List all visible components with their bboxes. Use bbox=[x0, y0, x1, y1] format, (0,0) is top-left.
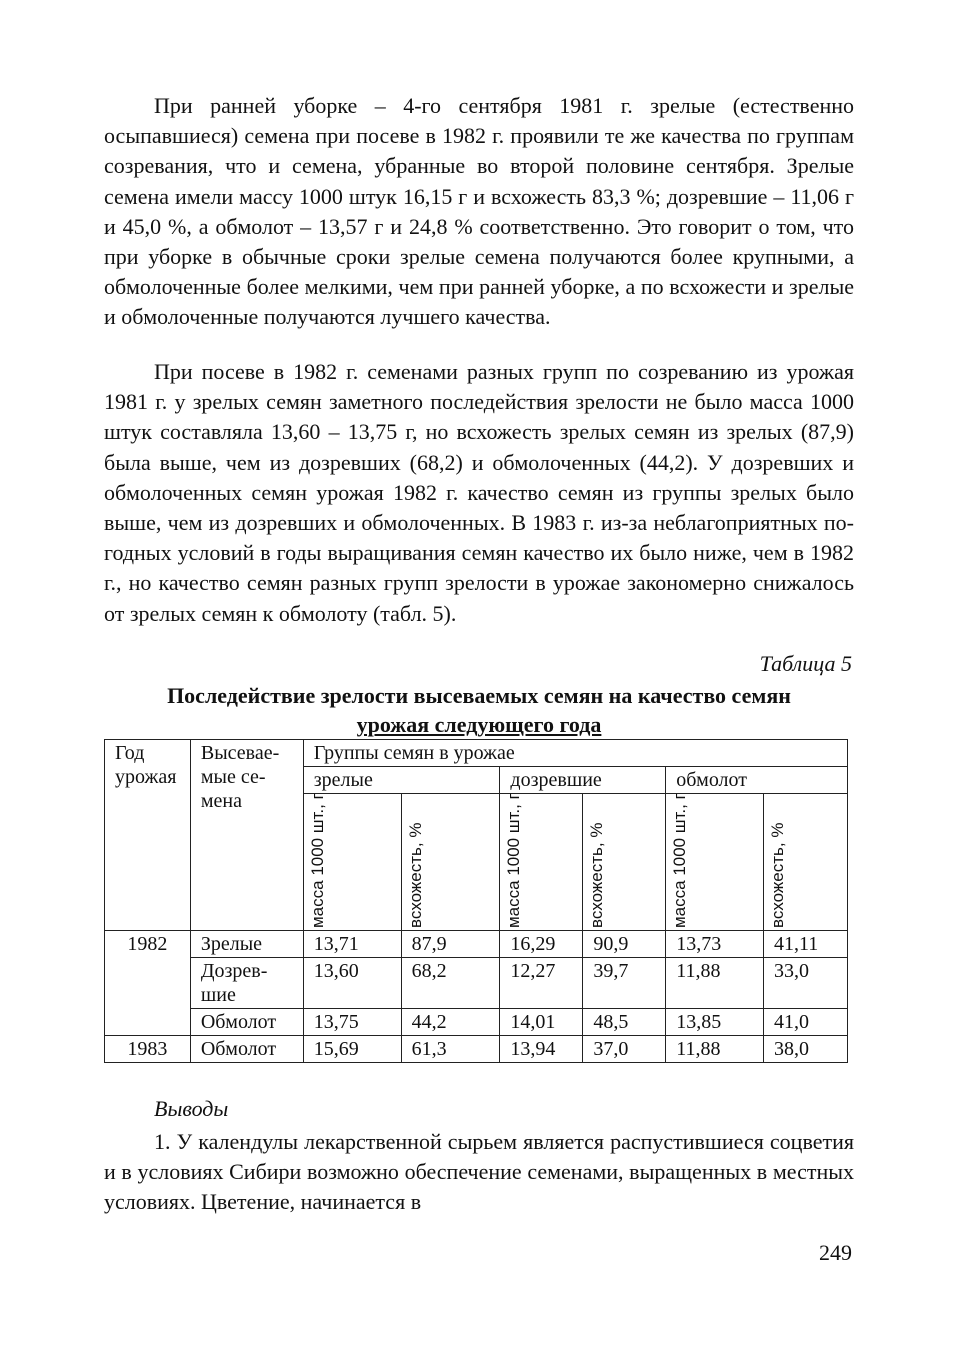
table-row bbox=[105, 958, 848, 1009]
value-cell: 87,9 bbox=[401, 931, 500, 958]
table-label: Таблица 5 bbox=[759, 651, 852, 676]
header-year: Год урожая bbox=[105, 740, 191, 931]
paragraph-2: При посеве в 1982 г. семенами разных групп по созреванию из урожая 1981 г. у зрелых семян заметного последействия зрелости не было масса 1000 штук составляла 13,60 – 13,75 г, но всхожесть зрелых семян из зрелых (87,9) была выше, чем из дозревших (68,2) и обмолоченных (44,2). У дозревших и обмолоченных семян урожая 1982 г. качество семян из группы зрелых было выше, чем из дозревших и обмолоченных. В 1983 г. из-за неблагоприятных погодных условий в годы выращивания семян качество их было ниже, чем в 1982 г., но качество семян разных групп зрелости в урожае закономерно снижалось от зрелых семян к обмолоту (табл. 5). bbox=[104, 359, 854, 626]
table-title bbox=[104, 681, 854, 739]
seed-cell: Зрелые bbox=[190, 931, 303, 958]
value-cell: 41,0 bbox=[764, 1009, 848, 1036]
value-cell: 44,2 bbox=[401, 1009, 500, 1036]
value-cell: 14,01 bbox=[500, 1009, 583, 1036]
value-cell: 68,2 bbox=[401, 958, 500, 1009]
table-title-line-1: Последействие зрелости высеваемых семян на качество семян bbox=[167, 683, 791, 708]
header-mass-threshed: масса 1000 шт., г bbox=[670, 793, 690, 928]
value-cell: 38,0 bbox=[764, 1036, 848, 1063]
value-cell: 61,3 bbox=[401, 1036, 500, 1063]
header-row-1 bbox=[105, 740, 848, 767]
year-cell: 1982 bbox=[105, 931, 191, 1036]
data-table bbox=[104, 739, 848, 1063]
value-cell: 12,27 bbox=[500, 958, 583, 1009]
seed-cell: Обмолот bbox=[190, 1036, 303, 1063]
value-cell: 11,88 bbox=[666, 1036, 764, 1063]
header-germ-ripe: всхожесть, % bbox=[405, 822, 425, 928]
value-cell: 13,60 bbox=[303, 958, 401, 1009]
value-cell: 13,71 bbox=[303, 931, 401, 958]
table-row bbox=[105, 931, 848, 958]
header-germ-threshed: всхожесть, % bbox=[768, 822, 788, 928]
value-cell: 13,85 bbox=[666, 1009, 764, 1036]
header-seeds: Высеваемые семена bbox=[190, 740, 303, 931]
value-cell: 39,7 bbox=[583, 958, 666, 1009]
page-number: 249 bbox=[819, 1240, 852, 1265]
value-cell: 15,69 bbox=[303, 1036, 401, 1063]
value-cell: 11,88 bbox=[666, 958, 764, 1009]
header-germ-ripened: всхожесть, % bbox=[587, 822, 607, 928]
paragraph-conclusion-1: 1. У календулы лекарственной сырьем является распустившиеся соцветия и в условиях Сибири возможно обеспечение семенами, выращенных в местных условиях. Цветение, начинается в bbox=[104, 1129, 854, 1215]
year-cell: 1983 bbox=[105, 1036, 191, 1063]
table-title-line-2: урожая следующего года bbox=[356, 712, 602, 737]
value-cell: 13,75 bbox=[303, 1009, 401, 1036]
value-cell: 13,94 bbox=[500, 1036, 583, 1063]
header-mass-ripe: масса 1000 шт., г bbox=[307, 793, 327, 928]
value-cell: 37,0 bbox=[583, 1036, 666, 1063]
header-threshed: обмолот bbox=[666, 767, 848, 794]
seed-cell: Дозревшие bbox=[190, 958, 303, 1009]
value-cell: 41,11 bbox=[764, 931, 848, 958]
seed-cell: Обмолот bbox=[190, 1009, 303, 1036]
value-cell: 13,73 bbox=[666, 931, 764, 958]
header-groups: Группы семян в урожае bbox=[303, 740, 847, 767]
value-cell: 48,5 bbox=[583, 1009, 666, 1036]
header-ripe: зрелые bbox=[303, 767, 500, 794]
header-ripened: дозревшие bbox=[500, 767, 666, 794]
paragraph-1: При ранней уборке – 4-го сентября 1981 г. зрелые (естественно осыпавшиеся) семена при посеве в 1982 г. проявили те же качества по группам созревания, что и семена, убранные во второй половине сентября. Зрелые семена имели массу 1000 штук 16,15 г и всхожесть 83,3 %; дозревшие – 11,06 г и 45,0 %, а обмолот – 13,57 г и 24,8 % соответственно. Это говорит о том, что при уборке в обычные сроки зрелые семена получаются более крупными, а обмолоченные более мелкими, чем при ранней уборке, а по всхожести и зрелые и обмолоченные получаются лучшего качества. bbox=[104, 93, 854, 330]
value-cell: 90,9 bbox=[583, 931, 666, 958]
value-cell: 16,29 bbox=[500, 931, 583, 958]
header-mass-ripened: масса 1000 шт., г bbox=[504, 793, 524, 928]
value-cell: 33,0 bbox=[764, 958, 848, 1009]
table-row bbox=[105, 1009, 848, 1036]
conclusions-heading: Выводы bbox=[154, 1096, 229, 1121]
table-row bbox=[105, 1036, 848, 1063]
